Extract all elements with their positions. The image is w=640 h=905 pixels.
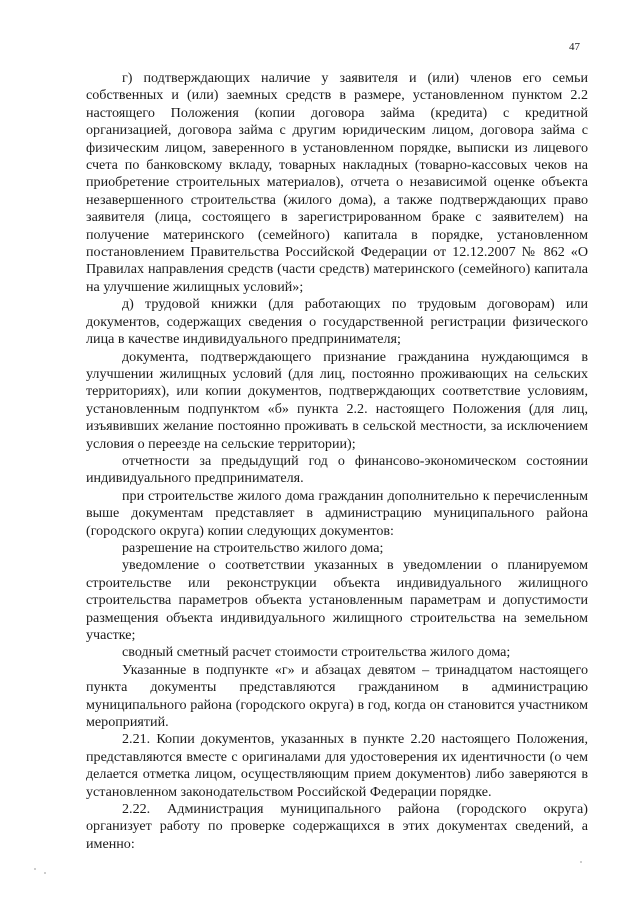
page-number: 47	[569, 41, 580, 53]
paragraph-financial-report: отчетности за предыдущий год о финансово-экономическом состоянии индивидуального предпринимателя.	[86, 452, 588, 487]
paragraph-subitem-g: г) подтверждающих наличие у заявителя и (или) членов его семьи собственных и (или) заемных средств в размере, установленном пунктом 2.2 настоящего Положения (копии договора займа (кредита) с кредитной организацией, договора займа с другим юридическим лицом, договора займа с физическим лицом, заверенного в установленном порядке, выписки из лицевого счета по банковскому вкладу, товарных накладных (товарно-кассовых чеков на приобретение строительных материалов), отчета о независимой оценке объекта незавершенного строительства (жилого дома), а также подтверждающих право заявителя (лица, состоящего в зарегистрированном браке с заявителем) на получение материнского (семейного) капитала в порядке, установленном постановлением Правительства Российской Федерации от 12.12.2007 № 862 «О Правилах направления средств (части средств) материнского (семейного) капитала на улучшение жилищных условий»;	[86, 70, 588, 295]
paragraph-construction-intro: при строительстве жилого дома гражданин дополнительно к перечисленным выше документам представляет в администрацию муниципального района (городского округа) копии следующих документов:	[86, 487, 588, 539]
paragraph-submission-year: Указанные в подпункте «г» и абзацах девятом – тринадцатом настоящего пункта документы представляются гражданином в администрацию муниципального района (городского округа) в год, когда он становится участником мероприятий.	[86, 661, 588, 731]
paragraph-building-permit: разрешение на строительство жилого дома;	[122, 539, 384, 556]
scan-speck	[44, 872, 46, 874]
document-body	[86, 70, 588, 853]
scan-speck	[580, 861, 582, 863]
paragraph-housing-need: документа, подтверждающего признание гражданина нуждающимся в улучшении жилищных условий (для лиц, постоянно проживающих на сельских территориях), или копии документов, подтверждающих соответствие условиям, установленным подпунктом «б» пункта 2.2. настоящего Положения (для лиц, изъявивших желание постоянно проживать в сельской местности, за исключением условия о переезде на сельские территории);	[86, 348, 588, 452]
paragraph-subitem-d: д) трудовой книжки (для работающих по трудовым договорам) или документов, содержащих сведения о государственной регистрации физического лица в качестве индивидуального предпринимателя;	[86, 296, 588, 348]
paragraph-2-21: 2.21. Копии документов, указанных в пункте 2.20 настоящего Положения, представляются вместе с оригиналами для удостоверения их идентичности (о чем делается отметка лицом, осуществляющим прием документов) либо заверяются в установленном законодательством Российской Федерации порядке.	[86, 731, 588, 800]
paragraph-2-22: 2.22. Администрация муниципального района (городского округа) организует работу по проверке содержащихся в этих документах сведений, а именно:	[86, 801, 588, 852]
paragraph-notification: уведомление о соответствии указанных в уведомлении о планируемом строительстве или реконструкции объекта индивидуального жилищного строительства параметров объекта установленным параметрам и допустимости размещения объекта индивидуального жилищного строительства на земельном участке;	[86, 557, 588, 643]
paragraph-cost-estimate: сводный сметный расчет стоимости строительства жилого дома;	[122, 644, 511, 661]
scan-speck	[34, 868, 36, 870]
